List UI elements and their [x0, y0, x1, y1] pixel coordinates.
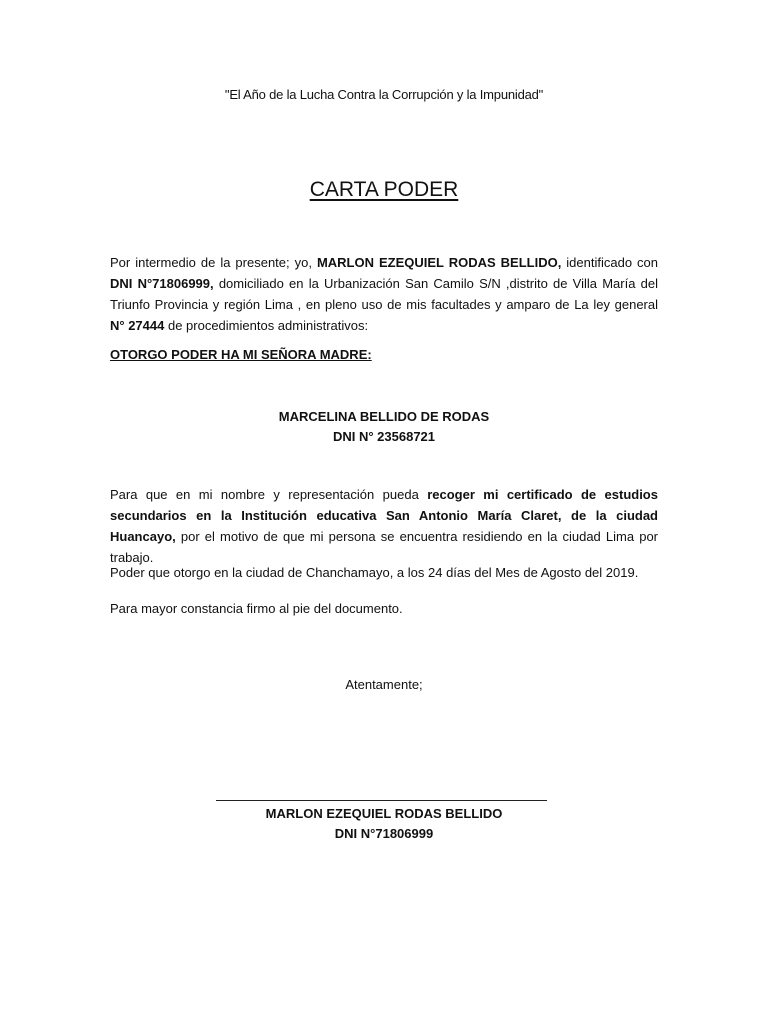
purpose-bold: recoger mi certificado de estudios secundarios en la Institución educativa San Antonio María Claret, de la ciudad Huancayo,: [110, 487, 658, 544]
signer-block: [0, 804, 768, 844]
document-title: CARTA PODER: [309, 178, 459, 201]
law-number: N° 27444: [110, 318, 165, 333]
grant-heading: OTORGO PODER HA MI SEÑORA MADRE:: [110, 347, 372, 362]
paragraph-constancy: Para mayor constancia firmo al pie del documento.: [110, 601, 403, 616]
closing: Atentamente;: [345, 677, 423, 692]
attorney-name: MARCELINA BELLIDO DE RODAS: [278, 409, 490, 424]
paragraph-purpose-text-2: por el motivo de que mi persona se encuentra residiendo en la ciudad Lima por trabajo.: [110, 529, 658, 565]
paragraph-place-date: Poder que otorgo en la ciudad de Chanchamayo, a los 24 días del Mes de Agosto del 2019.: [110, 565, 639, 580]
paragraph-grantor: [110, 252, 658, 336]
paragraph-grantor-text-3: domiciliado en la Urbanización San Camilo S/N ,distrito de Villa María del Triunfo Provincia y región Lima , en pleno uso de mis facultades y amparo de La ley general: [110, 276, 658, 312]
signer-dni: DNI N°71806999: [334, 826, 434, 841]
signature-line: [216, 800, 547, 801]
grantor-dni: DNI N°71806999,: [110, 276, 214, 291]
signer-name: MARLON EZEQUIEL RODAS BELLIDO: [265, 806, 503, 821]
grantor-name: MARLON EZEQUIEL RODAS BELLIDO,: [316, 255, 562, 270]
attorney-block: [0, 407, 768, 447]
paragraph-grantor-text-1: Por intermedio de la presente; yo,: [110, 255, 317, 270]
paragraph-purpose: [110, 484, 658, 568]
attorney-dni: DNI N° 23568721: [332, 429, 436, 444]
paragraph-grantor-text-2: identificado con: [561, 255, 659, 270]
year-motto: "El Año de la Lucha Contra la Corrupción y la Impunidad": [224, 87, 544, 102]
paragraph-grantor-text-4: de procedimientos administrativos:: [164, 318, 369, 333]
paragraph-purpose-text-1: Para que en mi nombre y representación pueda: [110, 487, 428, 502]
